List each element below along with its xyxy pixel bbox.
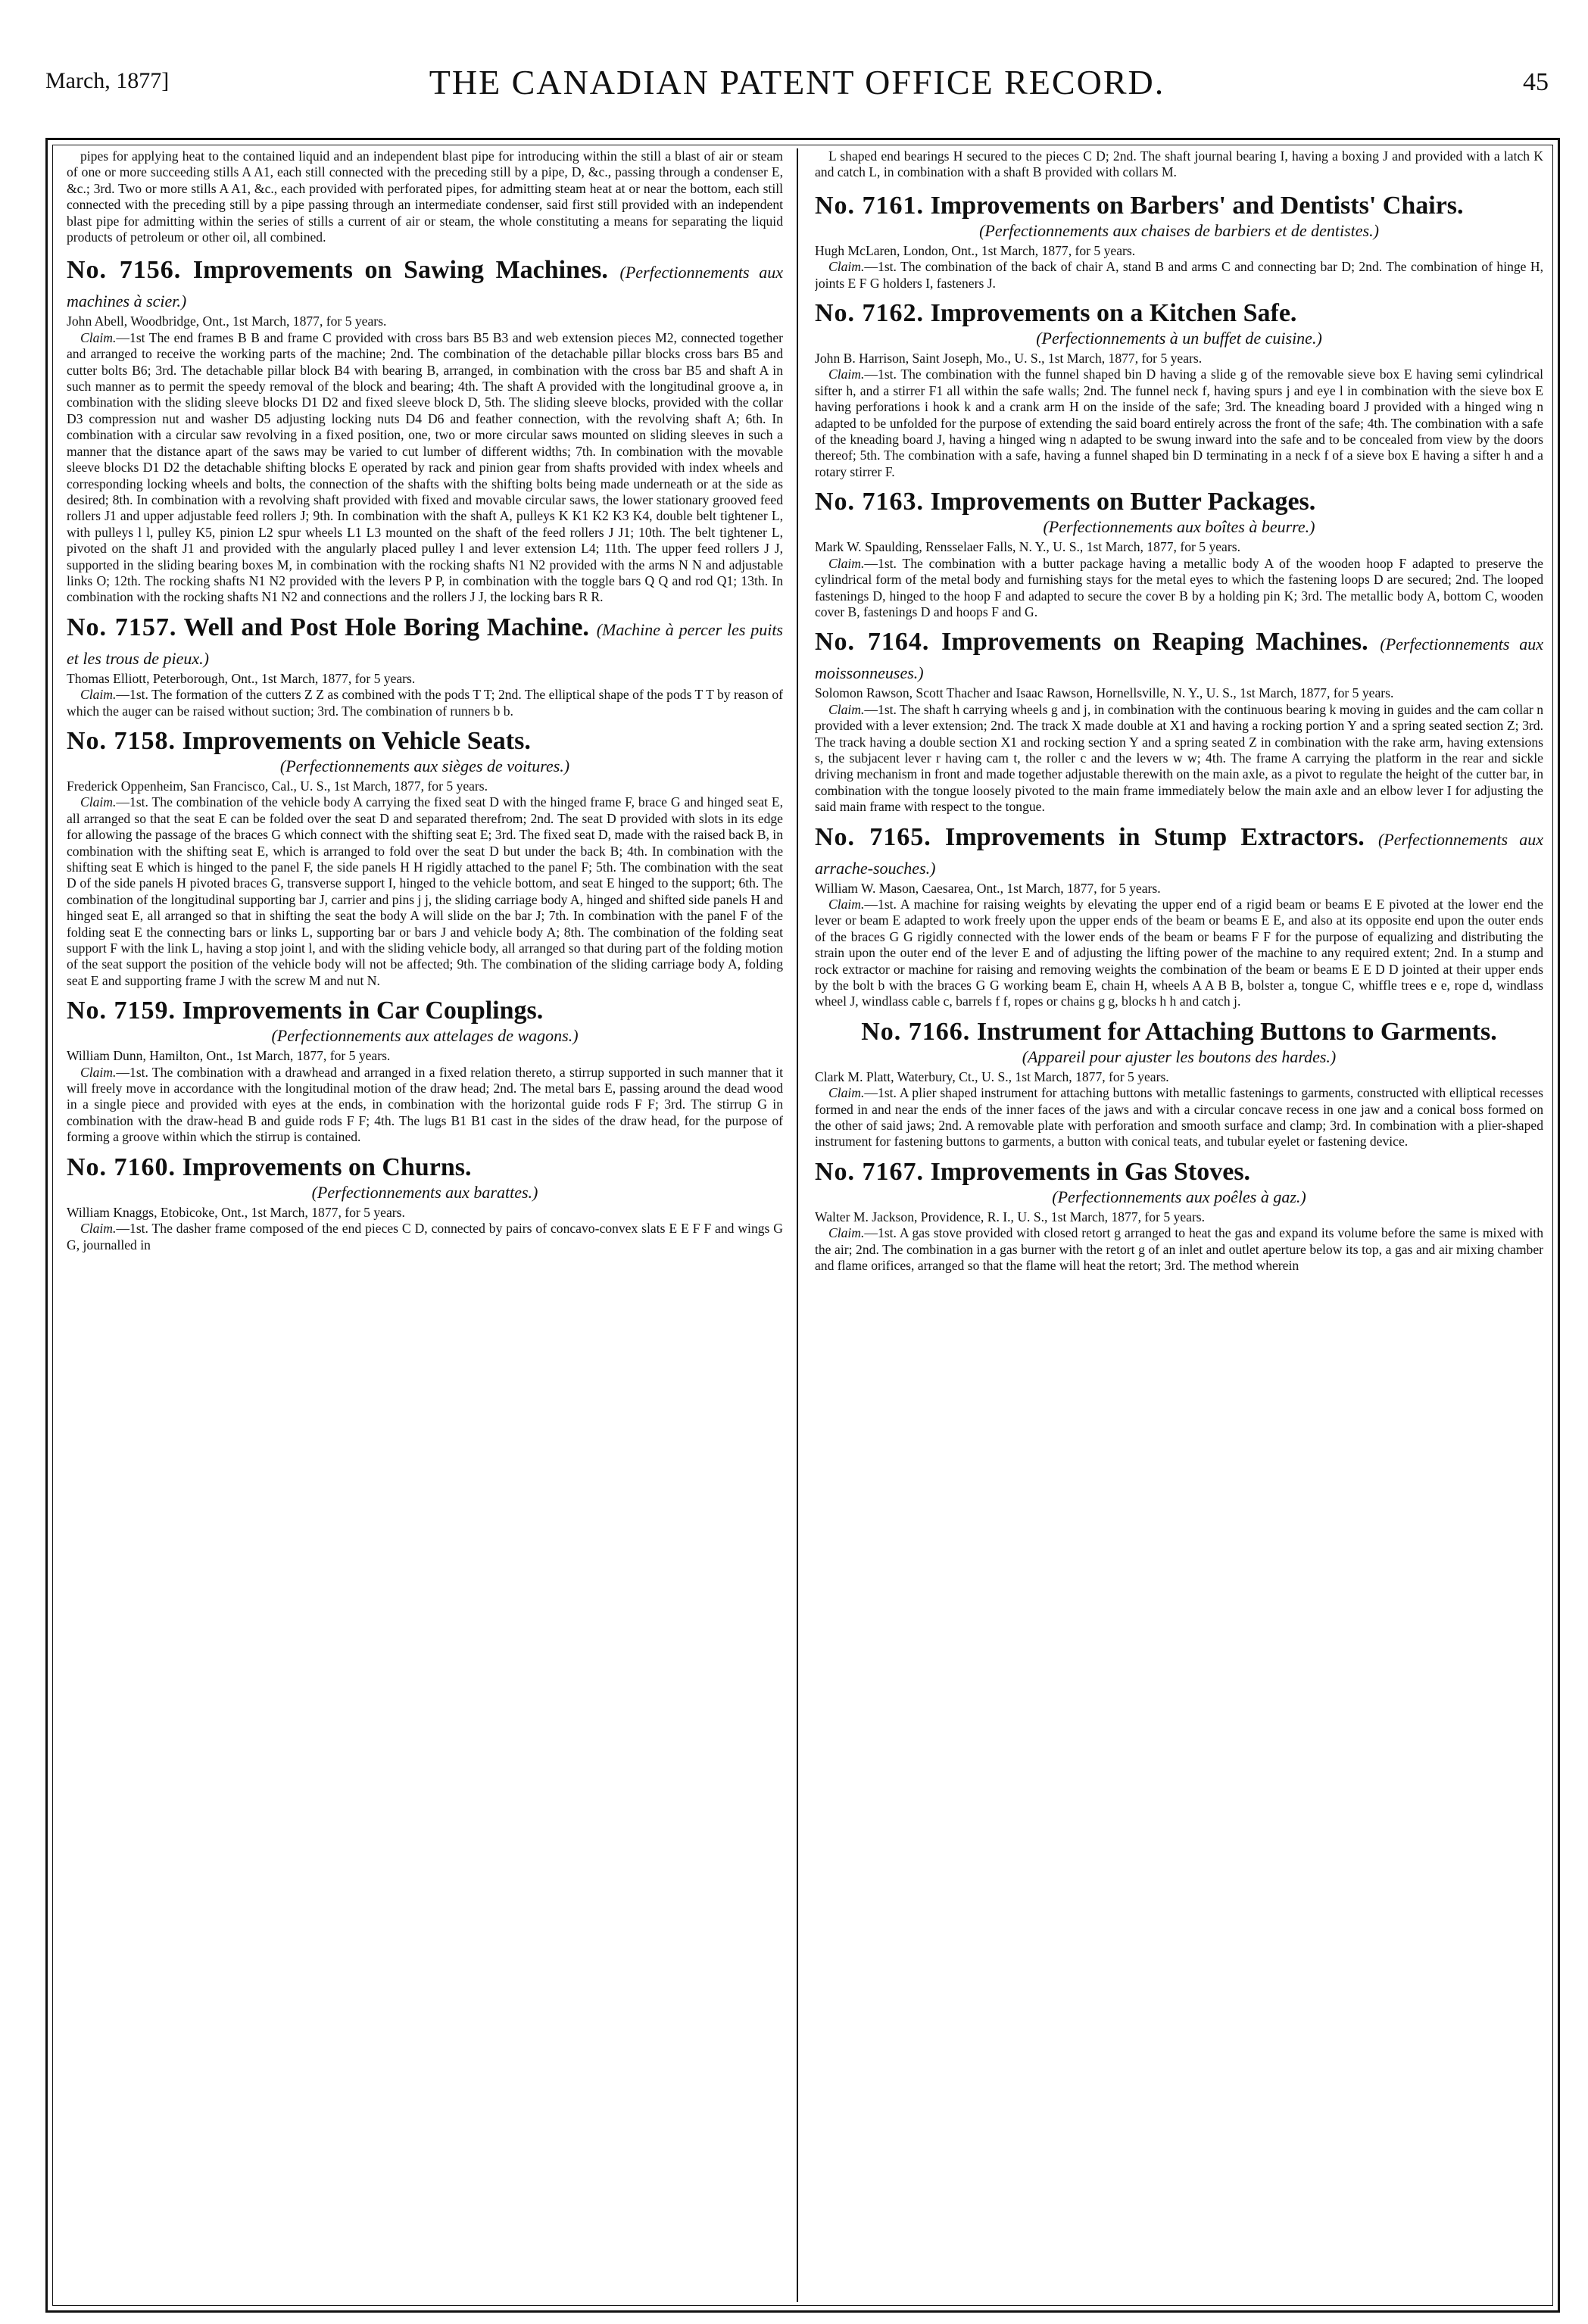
- patent-grantee: Frederick Oppenheim, San Francisco, Cal., U. S., 1st March, 1877, for 5 years.: [67, 778, 488, 794]
- patent-heading: [815, 1018, 1543, 1047]
- patent-grantee: Thomas Elliott, Peterborough, Ont., 1st March, 1877, for 5 years.: [67, 670, 416, 686]
- patent-entry-7156: [67, 256, 783, 605]
- patent-entry-7166: [815, 1018, 1543, 1150]
- patent-entry-7163: [815, 488, 1543, 620]
- patent-number: No. 7167.: [815, 1157, 925, 1186]
- patent-claim: [815, 1085, 1543, 1150]
- patent-french-title: (Machine à percer les puits et les trous de pieux.): [67, 619, 783, 668]
- patent-heading: [815, 1158, 1543, 1187]
- column-divider: [797, 148, 798, 2302]
- patent-french-title: (Perfectionnements aux moissonneuses.): [815, 635, 1543, 683]
- claim-text: —1st. The combination with the funnel shaped bin D having a slide g of the removable sieve box E having semi cylindrical sifter h, and a stirrer F1 all within the safe walls; 2nd. The funnel neck f, having spurs j and eye l in combination with the sieve box E having perforations i hook k and a crank arm H on the inside of the safe; 3rd. The kneading board J provided with a hinged wing n adapted to be unfolded for the purpose of extending the said board entirely across the front of the safe; 4th. The combination with a safe of the kneading board J, having a hinged wing n adapted to be swung inward into the safe and to be concealed from view by the doors thereof; 5th. The combination with a safe, having a funnel shaped bin D terminating in a neck f of a sieve box E having a sifter h and a rotary stirrer F.: [815, 367, 1543, 479]
- patent-number: No. 7164.: [815, 628, 930, 657]
- patent-claim: [815, 1225, 1543, 1274]
- patent-grantee: Hugh McLaren, London, Ont., 1st March, 1877, for 5 years.: [815, 242, 1136, 258]
- claim-text: —1st. A plier shaped instrument for attaching buttons with metallic fastenings to garments, constructed with elliptical recesses formed in and near the ends of the inner faces of the jaws and with a circular concave recess in one jaw and a conical boss formed on the other of said jaws; 2nd. A removable plate with perforation and smooth surface and clamp; 3rd. In combination with a plier-shaped instrument for fastening buttons to garments, a button with conical teats, and tubular eyelet or fastening device.: [815, 1085, 1543, 1150]
- continued-claim: L shaped end bearings H secured to the pieces C D; 2nd. The shaft journal bearing I, having a boxing J and provided with a latch K and catch L, in combination with a shaft B provided with collars M.: [815, 148, 1543, 180]
- claim-label: Claim.: [828, 1225, 865, 1241]
- claim-text: —1st. The combination of the back of chair A, stand B and arms C and connecting bar D; 2nd. The combination of hinge H, joints E F G holders I, fasteners J.: [815, 259, 1543, 291]
- patent-heading: [67, 256, 783, 314]
- patent-entry-7160: [67, 1153, 783, 1253]
- patent-french-title: (Perfectionnements aux boîtes à beurre.): [1043, 517, 1315, 537]
- patent-heading: [815, 488, 1543, 516]
- patent-entry-7162: [815, 299, 1543, 480]
- patent-claim: [815, 367, 1543, 480]
- patent-french-title: (Perfectionnements à un buffet de cuisine.): [1036, 329, 1322, 348]
- patent-heading: [67, 1153, 783, 1182]
- patent-title: Improvements in Car Couplings.: [182, 997, 544, 1025]
- patent-entry-7158: [67, 727, 783, 989]
- claim-label: Claim.: [80, 1221, 117, 1237]
- patent-heading: [67, 727, 783, 756]
- claim-label: Claim.: [80, 687, 117, 703]
- claim-text: —1st. The dasher frame composed of the end pieces C D, connected by pairs of concavo-convex slats E E F F and wings G G, journalled in: [67, 1221, 783, 1252]
- patent-title: Improvements on Churns.: [182, 1153, 472, 1181]
- patent-grantee: John Abell, Woodbridge, Ont., 1st March, 1877, for 5 years.: [67, 314, 387, 329]
- patent-heading: [815, 192, 1543, 220]
- patent-entry-7164: [815, 628, 1543, 815]
- claim-label: Claim.: [80, 794, 117, 810]
- claim-label: Claim.: [80, 329, 117, 345]
- claim-text: —1st. A machine for raising weights by elevating the upper end of a rigid beam or beams E E pivoted at the lower end the lever or beam E adapted to work freely upon the upper ends of the beam or beams E E, and also at its opposite end upon the outer ends of the braces G G rigidly connected with the lower ends of the beam or beams F F for the purpose of equalizing and distributing the strain upon the outer end of the lever E and of adjusting the lifting power of the machine to any required extent; 2nd. In a stump and rock extractor or machine for raising and removing weights the combination of the beam or beams E E D D jointed at their upper ends by the bolt b with the braces G G working beam E, chain H, wheels A A B B, bolster a, tongue C, whiffle trees e e, rope d, windlass wheel J, windlass cable c, barrels f f, ropes or chains g g, blocks h h and catch j.: [815, 896, 1543, 1009]
- patent-title: Improvements in Stump Extractors.: [945, 822, 1365, 851]
- patent-grantee: William W. Mason, Caesarea, Ont., 1st March, 1877, for 5 years.: [815, 880, 1161, 896]
- page-header: [45, 62, 1549, 108]
- patent-grantee: William Knaggs, Etobicoke, Ont., 1st March, 1877, for 5 years.: [67, 1204, 405, 1220]
- claim-text: —1st. A gas stove provided with closed retort g arranged to heat the gas and expand its volume before the same is mixed with the air; 2nd. The combination in a gas burner with the retort g of an inlet and outlet aperture below its top, a gas and air mixing chamber and flame orifices, arranged so that the flame will heat the retort; 3rd. The method wherein: [815, 1225, 1543, 1274]
- patent-grantee: Solomon Rawson, Scott Thacher and Isaac Rawson, Hornellsville, N. Y., U. S., 1st March, 1877, for 5 years.: [815, 685, 1394, 701]
- claim-text: —1st. The shaft h carrying wheels g and j, in combination with the continuous bearing k moving in guides and the cam collar n provided with a lever extension; 2nd. The track X made double at X1 and having a rocking portion Y and a spring seated section Z; 3rd. The track having a double section X1 and rocking section Y and a spring seated Z in combination with the rake arm, having extensions s, the subjacent lever r having cam t, the roller c and the levers w w; 4th. The frame A carrying the platform in the rear and sickle driving mechanism in front and made together adjustable therewith on the main axle, as a pivot to regulate the height of the cutter bar, in combination with the tongue loosely pivoted to the main frame immediately below the main axle and an elbow lever I for adjusting the said main frame with respect to the tongue.: [815, 701, 1543, 815]
- claim-label: Claim.: [828, 259, 865, 275]
- patent-number: No. 7157.: [67, 613, 177, 641]
- patent-french-title: (Perfectionnements aux poêles à gaz.): [1052, 1187, 1306, 1206]
- patent-title: Improvements on Sawing Machines.: [192, 256, 608, 285]
- patent-claim: [815, 556, 1543, 621]
- header-date: March, 1877]: [45, 68, 170, 93]
- claim-label: Claim.: [80, 1064, 117, 1080]
- patent-number: No. 7165.: [815, 822, 931, 851]
- patent-title: Improvements on Butter Packages.: [930, 488, 1316, 516]
- patent-number: No. 7156.: [67, 256, 182, 285]
- patent-french-title: (Perfectionnements aux machines à scier.): [67, 263, 783, 311]
- patent-title: Improvements in Gas Stoves.: [930, 1157, 1251, 1186]
- patent-entry-7159: [67, 997, 783, 1145]
- patent-french-title: (Appareil pour ajuster les boutons des hardes.): [1022, 1047, 1337, 1066]
- patent-claim: [67, 687, 783, 719]
- patent-title: Improvements on a Kitchen Safe.: [930, 299, 1297, 328]
- claim-label: Claim.: [828, 896, 865, 912]
- patent-french-title: (Perfectionnements aux chaises de barbiers et de dentistes.): [979, 220, 1379, 240]
- patent-entry-7167: [815, 1158, 1543, 1274]
- patent-french-title: (Perfectionnements aux arrache-souches.): [815, 829, 1543, 878]
- patent-number: No. 7159.: [67, 997, 176, 1025]
- patent-number: No. 7166.: [861, 1017, 971, 1046]
- patent-french-title: (Perfectionnements aux sièges de voitures.): [279, 756, 570, 775]
- left-column: [67, 148, 783, 2304]
- patent-grantee: Mark W. Spaulding, Rensselaer Falls, N. Y., U. S., 1st March, 1877, for 5 years.: [815, 539, 1240, 555]
- claim-label: Claim.: [828, 701, 865, 717]
- patent-claim: [815, 259, 1543, 292]
- patent-entry-7161: [815, 192, 1543, 292]
- right-column: [815, 148, 1543, 2304]
- patent-french-title: (Perfectionnements aux attelages de wagons.): [271, 1026, 579, 1046]
- patent-number: No. 7162.: [815, 299, 925, 328]
- continued-claim: pipes for applying heat to the contained liquid and an independent blast pipe for introducing within the still a blast of air or steam of one or more succeeding stills A A1, each still connected with the preceding still by a pipe, D, &c., passing through a condenser E, &c.; 3rd. Two or more stills A A1, &c., each provided with perforated pipes, for admitting steam heat at or near the bottom, each still connected with the preceding still by a pipe passing through an intermediate condenser, said first still provided with an independent blast pipe for admitting within the series of stills a current of air or steam, the whole constituting a means for separating the liquid products of petroleum or other oil, all combined.: [67, 148, 783, 245]
- patent-heading: [815, 628, 1543, 685]
- patent-heading: [815, 823, 1543, 881]
- patent-heading: [67, 997, 783, 1025]
- patent-number: No. 7163.: [815, 488, 925, 516]
- patent-grantee: Walter M. Jackson, Providence, R. I., U. S., 1st March, 1877, for 5 years.: [815, 1209, 1206, 1224]
- claim-label: Claim.: [828, 367, 865, 382]
- patent-grantee: William Dunn, Hamilton, Ont., 1st March, 1877, for 5 years.: [67, 1048, 391, 1064]
- patent-claim: [67, 330, 783, 606]
- patent-claim: [815, 702, 1543, 816]
- patent-french-title: (Perfectionnements aux barattes.): [311, 1182, 538, 1202]
- patent-title: Improvements on Barbers' and Dentists' Chairs.: [930, 191, 1464, 220]
- patent-claim: [815, 897, 1543, 1010]
- claim-text: —1st. The formation of the cutters Z Z as combined with the pods T T; 2nd. The elliptical shape of the pods T T by reason of which the auger can be raised without suction; 3rd. The combination of runners b b.: [67, 687, 783, 719]
- claim-text: —1st. The combination with a butter package having a metallic body A of the wooden hoop F adapted to preserve the cylindrical form of the metal body and furnishing stays for the metal eyes to which the fastening loops D are secured; 2nd. The looped fastenings D, hinged to the hoop F and adapted to secure the cover B by a holding pin K; 3rd. The metallic body A, bottom C, wooden cover B, fastenings D and hoops F and G.: [815, 555, 1543, 619]
- patent-number: No. 7158.: [67, 726, 176, 755]
- patent-title: Instrument for Attaching Buttons to Garments.: [976, 1017, 1497, 1046]
- patent-title: Improvements on Reaping Machines.: [941, 628, 1368, 657]
- claim-text: —1st The end frames B B and frame C provided with cross bars B5 B3 and web extension pieces M2, connected together and arranged to receive the working parts of the machine; 2nd. The combination of the detachable pillar blocks cross bars B5 and cutter bolts B6; 3rd. The detachable pillar block B4 with bearing B, arranged, in combination with the cross bar B5 and shaft A in such manner as to permit the speedy removal of the block and bearing; 4th. The shaft A provided with the longitudinal groove a, in combination with the sliding sleeve blocks D1 D2 and fixed sleeve block D, 5th. The sliding sleeve blocks, provided with the collar D3 compression nut and washer D5 adjusting locking nuts D4 D6 and feather connection, with the revolving shaft A; 6th. In combination with a circular saw revolving in a fixed position, one, two or more circular saws mounted on sliding sleeves in such a manner that the distance apart of the saws may be varied to cut lumber of different widths; 7th. In combination with the movable sleeve blocks D1 D2 the detachable shifting blocks E operated by rack and pinion gear from shafts provided with index wheels and corresponding locking wheels and bolts, the connection of the shafts with the shifting bolts being made underneath or at the side as desired; 8th. In combination with a revolving shaft provided with fixed and movable circular saws, the lower stationary grooved feed rollers J1 and upper adjustable feed rollers J; 9th. In combination with the shaft A, pulleys K K1 K2 K3 K4, double belt tightener L, with pulleys l l, pulley K5, pinion L2 spur wheels L1 L3 mounted on the shaft of the feed rollers J J1; 10th. The belt tightener L, pivoted on the shaft J1 and provided with the angularly placed pulley l and lever extension L4; 11th. The upper feed rollers J J, supported in the sliding bearing boxes M, in combination with the rocking shafts N1 N2 provided with the arms N N and adjustable links O; 12th. The rocking shafts N1 N2 provided with the levers P P, in combination with the toggle bars Q Q and rod Q1; 13th. In combination with the rocking shafts N1 N2 and connections and the rollers J J, the locking bars R R.: [67, 329, 783, 605]
- page-number: 45: [1523, 68, 1549, 96]
- patent-title: Well and Post Hole Boring Machine.: [183, 613, 589, 641]
- patent-grantee: Clark M. Platt, Waterbury, Ct., U. S., 1st March, 1877, for 5 years.: [815, 1068, 1169, 1084]
- patent-heading: [67, 613, 783, 671]
- header-title: THE CANADIAN PATENT OFFICE RECORD.: [429, 63, 1165, 101]
- patent-heading: [815, 299, 1543, 328]
- patent-number: No. 7160.: [67, 1153, 176, 1181]
- patent-claim: [67, 1221, 783, 1253]
- claim-label: Claim.: [828, 1085, 865, 1101]
- patent-claim: [67, 794, 783, 989]
- claim-text: —1st. The combination with a drawhead and arranged in a fixed relation thereto, a stirrup supported in such manner that it will freely move in accordance with the longitudinal motion of the draw head; 2nd. The metal bars E, passing around the dead wood in a single piece and provided with eyes at the ends, in combination with the horizontal guide rods F F; 3rd. The stirrup G in combination with the draw-head B and guide rods F F; 4th. The lugs B1 B1 cast in the sides of the draw head, for the purpose of forming a groove within which the stirrup is contained.: [67, 1064, 783, 1145]
- claim-text: —1st. The combination of the vehicle body A carrying the fixed seat D with the hinged frame F, brace G and hinged seat E, all arranged so that the seat E can be folded over the seat D and separated therefrom; 2nd. The seat D provided with slots in its edge for allowing the passage of the braces G which connect with the shifting seat E; 3rd. The fixed seat D, made with the raised back B, in combination with the shifting seat E, which is arranged to fold over the seat D but under the back B; 4th. In combination with the shifting seat E which is hinged to the panel F, the side panels H H rigidly attached to the panel F; 5th. The combination with the seat D of the side panels H pivoted braces G, transverse support I, hinged to the vehicle bottom, and seat E hinged to the support; 6th. The combination of the longitudinal supporting bar J, carrier and pins j j, the sliding carriage body A, hinged and shifted side panels H and hinged seat E, all arranged so that in shifting the seat the body A will slide on the bar J; 7th. In combination with the panel F of the folding seat E the connecting bars or links L, supporting bar or bars J and vehicle body A; 8th. The combination of the folding seat support F with the link L, having a stop joint l, and with the sliding vehicle body, all arranged so that during part of the folding motion of the seat support the position of the vehicle body will not be affected; 9th. The combination of the sliding carriage body A, folding seat E and supporting frame J with the screw M and nut N.: [67, 794, 783, 988]
- patent-title: Improvements on Vehicle Seats.: [182, 726, 531, 755]
- claim-label: Claim.: [828, 555, 865, 571]
- patent-number: No. 7161.: [815, 191, 925, 220]
- patent-entry-7165: [815, 823, 1543, 1010]
- patent-claim: [67, 1065, 783, 1146]
- patent-entry-7157: [67, 613, 783, 719]
- patent-grantee: John B. Harrison, Saint Joseph, Mo., U. S., 1st March, 1877, for 5 years.: [815, 351, 1203, 367]
